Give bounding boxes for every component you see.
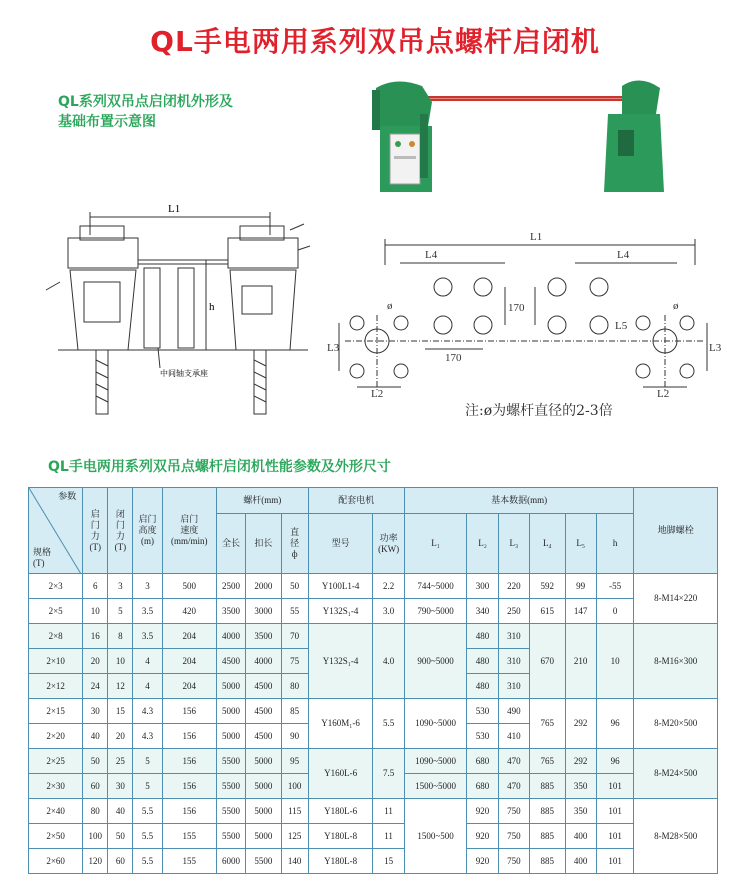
- cell-full: 4000: [216, 624, 245, 649]
- cell-model: Y180L-8: [308, 824, 373, 849]
- header-dia-label: 直径: [290, 527, 300, 548]
- cell-speed: 500: [162, 574, 216, 599]
- cell-l4: 765: [530, 699, 565, 749]
- header-dia-sym: ф: [291, 549, 298, 559]
- cell-full: 5500: [216, 799, 245, 824]
- cell-open: 60: [83, 774, 108, 799]
- cell-power: 4.0: [373, 624, 404, 699]
- cell-height: 5.5: [133, 849, 162, 874]
- cell-power: 11: [373, 824, 404, 849]
- cell-close: 15: [108, 699, 133, 724]
- cell-speed: 155: [162, 849, 216, 874]
- cell-dia: 100: [281, 774, 308, 799]
- label-support: 中间轴支承座: [160, 369, 208, 378]
- cell-l5: 400: [565, 824, 596, 849]
- cell-thread: 5000: [246, 799, 281, 824]
- header-open-height: [133, 488, 162, 574]
- cell-thread: 5500: [246, 849, 281, 874]
- cell-l4: 885: [530, 774, 565, 799]
- cell-power: 7.5: [373, 749, 404, 799]
- header-close-label: 闭门力: [115, 508, 125, 541]
- cell-bolt: 8-M16×300: [634, 624, 718, 699]
- cell-l5: 350: [565, 799, 596, 824]
- cell-l4: 670: [530, 624, 565, 699]
- table-row: [29, 624, 718, 649]
- cell-speed: 204: [162, 674, 216, 699]
- cell-l2: 480: [467, 624, 498, 649]
- cell-l3: 250: [498, 599, 529, 624]
- cell-l2: 920: [467, 824, 498, 849]
- cell-l5: 292: [565, 749, 596, 774]
- cell-l3: 310: [498, 624, 529, 649]
- cell-close: 40: [108, 799, 133, 824]
- cell-open: 16: [83, 624, 108, 649]
- cell-dia: 80: [281, 674, 308, 699]
- cell-full: 5500: [216, 774, 245, 799]
- cell-close: 8: [108, 624, 133, 649]
- cell-bolt: 8-M28×500: [634, 799, 718, 874]
- cell-full: 5500: [216, 749, 245, 774]
- cell-l5: 99: [565, 574, 596, 599]
- header-power-unit: (KW): [378, 543, 400, 554]
- cell-h: 101: [596, 774, 634, 799]
- cell-height: 5.5: [133, 824, 162, 849]
- cell-bolt: 8-M20×500: [634, 699, 718, 749]
- cell-dia: 70: [281, 624, 308, 649]
- label-l2-right: L2: [657, 388, 670, 400]
- cell-thread: 4500: [246, 724, 281, 749]
- cell-l1: 744~5000: [404, 574, 467, 599]
- cell-speed: 156: [162, 799, 216, 824]
- cell-height: 4.3: [133, 699, 162, 724]
- cell-power: 11: [373, 799, 404, 824]
- cell-dia: 85: [281, 699, 308, 724]
- cell-thread: 3000: [246, 599, 281, 624]
- cell-h: 0: [596, 599, 634, 624]
- cell-l2: 480: [467, 649, 498, 674]
- cell-full: 5000: [216, 724, 245, 749]
- cell-l2: 340: [467, 599, 498, 624]
- cell-l2: 530: [467, 699, 498, 724]
- cell-l1: 1500~5000: [404, 774, 467, 799]
- cell-thread: 4500: [246, 674, 281, 699]
- table-row: [29, 599, 718, 624]
- cell-l3: 310: [498, 649, 529, 674]
- cell-full: 2500: [216, 574, 245, 599]
- cell-l2: 680: [467, 749, 498, 774]
- cell-full: 5000: [216, 699, 245, 724]
- header-l3: L₃: [498, 514, 529, 574]
- cell-dia: 125: [281, 824, 308, 849]
- cell-open: 10: [83, 599, 108, 624]
- cell-bolt: 8-M24×500: [634, 749, 718, 799]
- cell-l1: 900~5000: [404, 624, 467, 699]
- diagram-caption-line-2: 基础布置示意图: [58, 114, 156, 130]
- header-power-label: 功率: [379, 532, 398, 543]
- label-l3-right: L3: [709, 342, 722, 354]
- cell-l3: 750: [498, 799, 529, 824]
- label-phi-left: ø: [387, 300, 393, 312]
- cell-dia: 55: [281, 599, 308, 624]
- cell-dia: 90: [281, 724, 308, 749]
- header-height-label: 启门高度: [138, 514, 157, 535]
- header-motor: 配套电机: [308, 488, 404, 514]
- spec-table: [28, 487, 718, 874]
- cell-close: 50: [108, 824, 133, 849]
- cell-spec: 2×12: [29, 674, 83, 699]
- cell-l2: 530: [467, 724, 498, 749]
- cell-model: Y100L1-4: [308, 574, 373, 599]
- header-param: 参数: [58, 491, 77, 501]
- label-l2-left: L2: [371, 388, 384, 400]
- cell-l5: 400: [565, 849, 596, 874]
- cell-full: 3500: [216, 599, 245, 624]
- cell-model: Y160M₁-6: [308, 699, 373, 749]
- cell-l1: 1500~500: [404, 799, 467, 874]
- cell-h: 101: [596, 799, 634, 824]
- header-model: 型号: [308, 514, 373, 574]
- cell-close: 12: [108, 674, 133, 699]
- cell-open: 80: [83, 799, 108, 824]
- label-h: h: [209, 301, 215, 313]
- header-open-unit: (T): [89, 541, 102, 552]
- cell-l3: 310: [498, 674, 529, 699]
- label-l4-right: L4: [617, 249, 630, 261]
- cell-dia: 140: [281, 849, 308, 874]
- cell-dia: 50: [281, 574, 308, 599]
- cell-spec: 2×10: [29, 649, 83, 674]
- cell-height: 3: [133, 574, 162, 599]
- cell-spec: 2×30: [29, 774, 83, 799]
- header-open-speed: [162, 488, 216, 574]
- diagram-caption: [58, 92, 233, 132]
- cell-height: 5.5: [133, 799, 162, 824]
- cell-speed: 204: [162, 624, 216, 649]
- cell-spec: 2×5: [29, 599, 83, 624]
- cell-spec: 2×50: [29, 824, 83, 849]
- cell-l4: 615: [530, 599, 565, 624]
- cell-close: 20: [108, 724, 133, 749]
- cell-l4: 885: [530, 799, 565, 824]
- cell-thread: 5000: [246, 774, 281, 799]
- cell-power: 15: [373, 849, 404, 874]
- cell-open: 30: [83, 699, 108, 724]
- cell-dia: 95: [281, 749, 308, 774]
- cell-full: 5500: [216, 824, 245, 849]
- cell-dia: 75: [281, 649, 308, 674]
- cell-thread: 4000: [246, 649, 281, 674]
- header-screw: 螺杆(mm): [216, 488, 308, 514]
- cell-dia: 115: [281, 799, 308, 824]
- cell-height: 4: [133, 674, 162, 699]
- cell-l2: 920: [467, 849, 498, 874]
- table-row: [29, 849, 718, 874]
- cell-l3: 490: [498, 699, 529, 724]
- cell-l2: 920: [467, 799, 498, 824]
- cell-model: Y180L-6: [308, 799, 373, 824]
- label-l1: L1: [168, 203, 181, 215]
- cell-speed: 155: [162, 824, 216, 849]
- header-power: [373, 514, 404, 574]
- cell-l4: 885: [530, 824, 565, 849]
- cell-l5: 147: [565, 599, 596, 624]
- cell-height: 4: [133, 649, 162, 674]
- cell-l5: 292: [565, 699, 596, 749]
- label-l3-left: L3: [327, 342, 340, 354]
- cell-h: 96: [596, 699, 634, 749]
- cell-h: 10: [596, 624, 634, 699]
- header-thread-length: 扣长: [246, 514, 281, 574]
- table-row: [29, 799, 718, 824]
- header-full-length: 全长: [216, 514, 245, 574]
- header-h: h: [596, 514, 634, 574]
- cell-power: 5.5: [373, 699, 404, 749]
- header-l4: L₄: [530, 514, 565, 574]
- cell-open: 100: [83, 824, 108, 849]
- label-l1-r: L1: [530, 231, 543, 243]
- cell-height: 4.3: [133, 724, 162, 749]
- cell-thread: 4500: [246, 699, 281, 724]
- cell-l3: 220: [498, 574, 529, 599]
- cell-model: Y160L-6: [308, 749, 373, 799]
- cell-l2: 480: [467, 674, 498, 699]
- header-speed-label: 启门速度: [180, 514, 199, 535]
- cell-open: 40: [83, 724, 108, 749]
- table-row: [29, 574, 718, 599]
- label-170-mid: 170: [508, 302, 525, 314]
- header-speed-unit: (mm/min): [170, 536, 208, 546]
- cell-l4: 765: [530, 749, 565, 774]
- cell-height: 3.5: [133, 624, 162, 649]
- foundation-layout-drawing: [325, 225, 720, 400]
- cell-l1: 790~5000: [404, 599, 467, 624]
- cell-close: 60: [108, 849, 133, 874]
- cell-height: 5: [133, 749, 162, 774]
- cell-spec: 2×3: [29, 574, 83, 599]
- cell-l4: 592: [530, 574, 565, 599]
- header-spec: [33, 547, 51, 569]
- cell-thread: 5000: [246, 749, 281, 774]
- cell-l2: 300: [467, 574, 498, 599]
- cell-thread: 5000: [246, 824, 281, 849]
- label-l5: L5: [615, 320, 628, 332]
- cell-power: 2.2: [373, 574, 404, 599]
- cell-speed: 204: [162, 649, 216, 674]
- header-close-unit: (T): [114, 541, 127, 552]
- cell-thread: 2000: [246, 574, 281, 599]
- cell-h: 101: [596, 849, 634, 874]
- cell-full: 4500: [216, 649, 245, 674]
- diameter-note: 注:ø为螺杆直径的2-3倍: [465, 403, 613, 419]
- cell-spec: 2×20: [29, 724, 83, 749]
- cell-spec: 2×25: [29, 749, 83, 774]
- cell-close: 30: [108, 774, 133, 799]
- cell-full: 6000: [216, 849, 245, 874]
- header-diameter: [281, 514, 308, 574]
- cell-speed: 156: [162, 724, 216, 749]
- cell-l3: 750: [498, 849, 529, 874]
- elevation-drawing: [28, 190, 313, 420]
- header-l2: L₂: [467, 514, 498, 574]
- header-bolt: 地脚螺栓: [634, 488, 718, 574]
- cell-speed: 156: [162, 699, 216, 724]
- header-height-unit: (m): [140, 536, 154, 546]
- cell-h: -55: [596, 574, 634, 599]
- cell-close: 10: [108, 649, 133, 674]
- label-170-bottom: 170: [445, 352, 462, 364]
- cell-open: 20: [83, 649, 108, 674]
- cell-height: 3.5: [133, 599, 162, 624]
- label-l4-left: L4: [425, 249, 438, 261]
- product-photo: [356, 68, 676, 196]
- cell-model: Y132S₁-4: [308, 624, 373, 699]
- diagram-caption-line-1: QL系列双吊点启闭机外形及: [58, 94, 233, 110]
- table-row: [29, 824, 718, 849]
- cell-open: 50: [83, 749, 108, 774]
- cell-speed: 420: [162, 599, 216, 624]
- cell-height: 5: [133, 774, 162, 799]
- cell-spec: 2×40: [29, 799, 83, 824]
- cell-l5: 210: [565, 624, 596, 699]
- table-row: [29, 749, 718, 774]
- header-close-force: [108, 488, 133, 574]
- cell-l3: 470: [498, 774, 529, 799]
- cell-l3: 410: [498, 724, 529, 749]
- header-base: 基本数据(mm): [404, 488, 634, 514]
- cell-l3: 470: [498, 749, 529, 774]
- cell-close: 5: [108, 599, 133, 624]
- cell-spec: 2×15: [29, 699, 83, 724]
- cell-bolt: 8-M14×220: [634, 574, 718, 624]
- cell-h: 96: [596, 749, 634, 774]
- table-row: [29, 699, 718, 724]
- cell-model: Y132S₁-4: [308, 599, 373, 624]
- cell-full: 5000: [216, 674, 245, 699]
- header-l1: L₁: [404, 514, 467, 574]
- page-title: QL手电两用系列双吊点螺杆启闭机: [150, 25, 600, 58]
- cell-speed: 156: [162, 749, 216, 774]
- cell-speed: 156: [162, 774, 216, 799]
- header-diagonal-cell: [29, 488, 83, 574]
- cell-l2: 680: [467, 774, 498, 799]
- label-phi-right: ø: [673, 300, 679, 312]
- header-open-label: 启门力: [90, 508, 100, 541]
- cell-l1: 1090~5000: [404, 749, 467, 774]
- cell-open: 120: [83, 849, 108, 874]
- cell-model: Y180L-8: [308, 849, 373, 874]
- header-spec-unit: (T): [33, 558, 45, 568]
- header-open-force: [83, 488, 108, 574]
- cell-l1: 1090~5000: [404, 699, 467, 749]
- table-title: QL手电两用系列双吊点螺杆启闭机性能参数及外形尺寸: [48, 459, 391, 475]
- cell-close: 25: [108, 749, 133, 774]
- cell-thread: 3500: [246, 624, 281, 649]
- cell-power: 3.0: [373, 599, 404, 624]
- header-l5: L₅: [565, 514, 596, 574]
- cell-spec: 2×8: [29, 624, 83, 649]
- cell-h: 101: [596, 824, 634, 849]
- cell-close: 3: [108, 574, 133, 599]
- cell-open: 24: [83, 674, 108, 699]
- cell-l4: 885: [530, 849, 565, 874]
- cell-spec: 2×60: [29, 849, 83, 874]
- cell-l3: 750: [498, 824, 529, 849]
- header-spec-label: 规格: [33, 547, 52, 557]
- cell-l5: 350: [565, 774, 596, 799]
- cell-open: 6: [83, 574, 108, 599]
